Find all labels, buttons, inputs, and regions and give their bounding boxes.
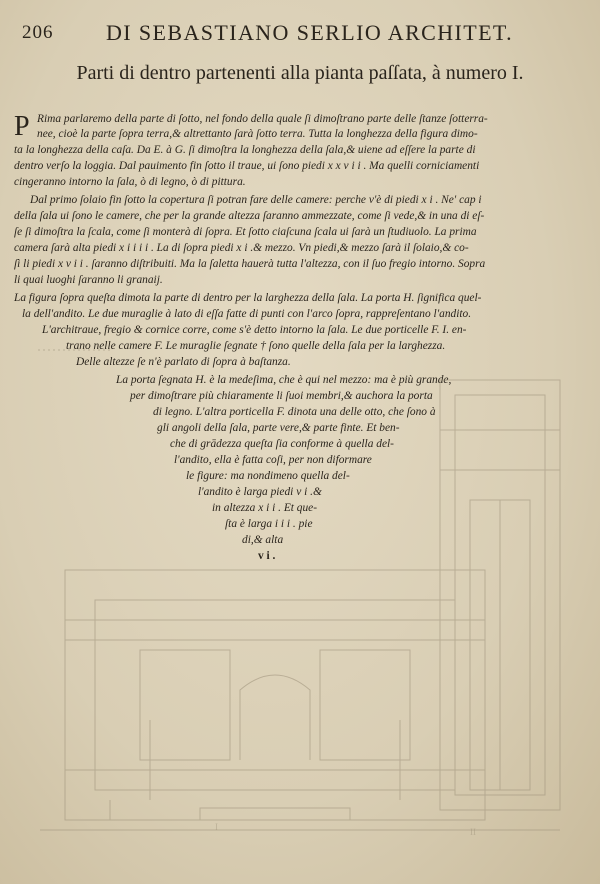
running-title: DI SEBASTIANO SERLIO ARCHITET. bbox=[106, 20, 514, 45]
drawing-mark: II bbox=[470, 827, 476, 837]
text-line: ta la longhezza della caſa. Da E. à G. ſi dimoſtra la longhezza della ſala,& uiene ad eſſere la parte di bbox=[14, 144, 476, 156]
text-line: l'andito, ella è fatta coſi, per non diformare bbox=[174, 454, 372, 466]
text-line: per dimoſtrare più chiaramente li ſuoi membri,& auchora la porta bbox=[130, 390, 433, 402]
text-line: che di grādezza queſta ſia conforme à quella del- bbox=[170, 438, 394, 450]
text-line: la dell'andito. Le due muraglie à lato di eſſa fatte di punti con l'arco ſopra, rappreſentano l'andito. bbox=[22, 308, 472, 320]
text-line: La porta ſegnata H. è la medeſima, che è qui nel mezzo: ma è più grande, bbox=[116, 374, 452, 386]
text-line: La figura ſopra queſta dimota la parte di dentro per la larghezza della ſala. La porta H. ſignifica quel- bbox=[14, 292, 482, 304]
text-line: Dal primo ſolaio fin ſotto la copertura ſi potran fare delle camere: perche v'è di piedi x i . Ne' cap i bbox=[30, 194, 482, 206]
text-line: ſta è larga i i i . pie bbox=[225, 518, 313, 530]
text-line: camera ſarà alta piedi x i i i i . La di ſopra piedi x i .& mezzo. Vn piedi,& mezzo ſarà il ſolaio,& co- bbox=[14, 242, 469, 254]
text-line: le figure: ma nondimeno quella del- bbox=[186, 470, 350, 482]
text-line: dentro verſo la loggia. Dal pauimento fin ſotto il traue, ui ſono piedi x x v i i . Ma quelli corniciamenti bbox=[14, 160, 480, 172]
text-line: li quai luoghi ſaranno li granaij. bbox=[14, 274, 163, 286]
text-line: di,& alta bbox=[242, 534, 284, 546]
text-line: L'architraue, fregio & cornice corre, come s'è detto intorno la ſala. Le due porticelle F. I. en- bbox=[42, 324, 467, 336]
text-line: di legno. L'altra porticella F. dinota una delle otto, che ſono à bbox=[153, 406, 436, 418]
text-line: gli angoli della ſala, parte vere,& parte finte. Et ben- bbox=[157, 422, 400, 434]
page-number: 206 bbox=[22, 22, 54, 43]
text-line: ſì li piedi x v i i . ſaranno diſtribuiti. Ma la ſaletta hauerà tutta l'altezza, con il ſuo fregio intorno. Sopra bbox=[14, 258, 486, 270]
section-title: Parti di dentro partenenti alla pianta paſſata, à numero I. bbox=[76, 62, 524, 84]
text-line: Delle altezze ſe n'è parlato di ſopra à baſtanza. bbox=[76, 356, 291, 368]
text-line: v i . bbox=[258, 550, 276, 562]
text-line: ſe ſi dimoſtra la ſcala, come ſi monterà di ſopra. Et ſotto ciaſcuna ſcala ui ſarà un ſtudiuolo. La prima bbox=[14, 226, 477, 238]
text-line: della ſala ui ſono le camere, che per la grande altezza ſaranno ammezzate, come ſi vede,& in una di eſ- bbox=[14, 210, 485, 222]
text-line: in altezza x i i . Et que- bbox=[212, 502, 318, 514]
text-line: Rima parlaremo della parte di ſotto, nel fondo della quale ſi dimoſtrano parte delle ſtanze ſotterra- bbox=[37, 113, 488, 125]
drawing-mark: I bbox=[215, 822, 218, 832]
text-line: nee, cioè la parte ſopra terra,& altrettanto ſarà ſotto terra. Tutta la longhezza della figura dimo- bbox=[37, 128, 478, 140]
text-line: cingeranno intorno la ſala, ò di legno, ò di pittura. bbox=[14, 176, 246, 188]
drop-cap: P bbox=[14, 111, 30, 142]
text-line: trano nelle camere F. Le muraglie ſegnate † ſono quelle della ſala per la larghezza. bbox=[66, 340, 446, 352]
text-line: l'andito è larga piedi v i .& bbox=[198, 486, 322, 498]
